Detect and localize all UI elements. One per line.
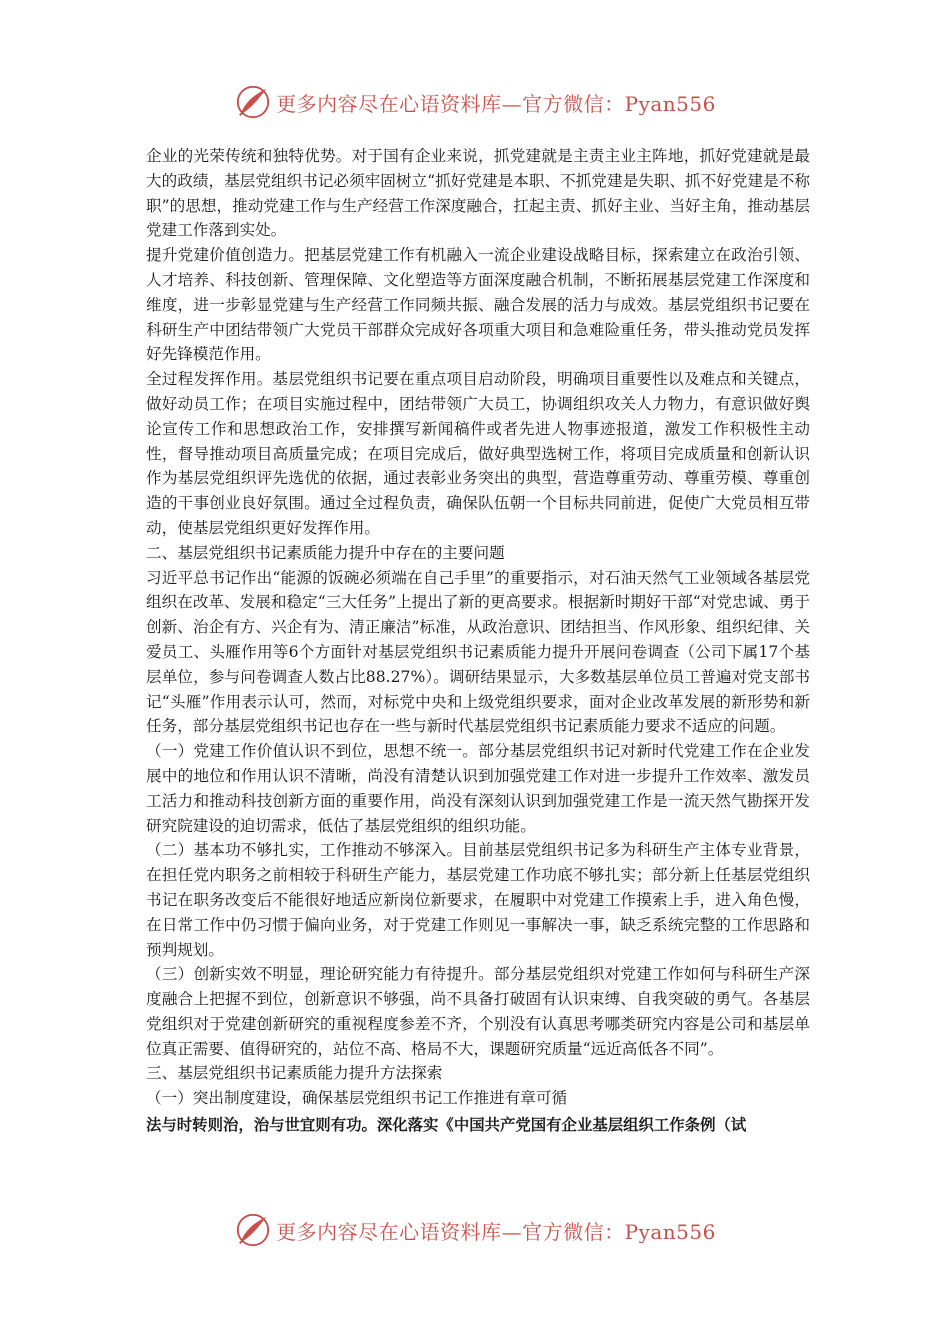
paragraph: （一）党建工作价值认识不到位，思想不统一。部分基层党组织书记对新时代党建工作在企业发展中的地位和作用认识不清晰，尚没有清楚认识到加强党建工作对进一步提升工作效率、激发员工活力和推动科技创新方面的重要作用，尚没有深刻认识到加强党建工作是一流天然气勘探开发研究院建设的迫切需求，低估了基层党组织的组织功能。 xyxy=(146,742,810,835)
bold-paragraph: 法与时转则治，治与世宜则有功。深化落实《中国共产党国有企业基层组织工作条例（试 xyxy=(146,1116,747,1135)
paragraph: （三）创新实效不明显，理论研究能力有待提升。部分基层党组织对党建工作如何与科研生产深度融合上把握不到位，创新意识不够强，尚不具备打破固有认识束缚、自我突破的勇气。各基层党组织对于党建创新研究的重视程度参差不齐，个别没有认真思考哪类研究内容是公司和基层单位真正需要、值得研究的，站位不高、格局不大，课题研究质量“远近高低各不同”。 xyxy=(146,965,810,1058)
banner-text: 更多内容尽在心语资料库—官方微信：Pyan556 xyxy=(276,91,716,116)
section-heading: 二、基层党组织书记素质能力提升中存在的主要问题 xyxy=(146,543,505,562)
footer-banner xyxy=(0,1208,950,1252)
quill-pen-logo-icon xyxy=(234,83,272,121)
paragraph: 全过程发挥作用。基层党组织书记要在重点项目启动阶段，明确项目重要性以及难点和关键点，做好动员工作；在项目实施过程中，团结带领广大员工，协调组织攻关人力物力，有意识做好舆论宣传工作和思想政治工作，安排撰写新闻稿件或者先进人物事迹报道，激发工作积极性主动性，督导推动项目高质量完成；在项目完成后，做好典型选树工作，将项目完成质量和创新认识作为基层党组织评先选优的依据，通过表彰业务突出的典型，营造尊重劳动、尊重劳模、尊重创造的干事创业良好氛围。通过全过程负责，确保队伍朝一个目标共同前进，促使广大党员相互带动，使基层党组织更好发挥作用。 xyxy=(146,370,810,537)
paragraph: （二）基本功不够扎实，工作推动不够深入。目前基层党组织书记多为科研生产主体专业背景，在担任党内职务之前相较于科研生产能力，基层党建工作功底不够扎实；部分新上任基层党组织书记在职务改变后不能很好地适应新岗位新要求，在履职中对党建工作摸索上手，进入角色慢，在日常工作中仍习惯于偏向业务，对于党建工作则见一事解决一事，缺乏系统完整的工作思路和预判规划。 xyxy=(146,841,810,959)
paragraph: 提升党建价值创造力。把基层党建工作有机融入一流企业建设战略目标，探索建立在政治引领、人才培养、科技创新、管理保障、文化塑造等方面深度融合机制，不断拓展基层党建工作深度和维度，进一步彰显党建与生产经营工作同频共振、融合发展的活力与成效。基层党组织书记要在科研生产中团结带领广大党员干部群众完成好各项重大项目和急难险重任务，带头推动党员发挥好先锋模范作用。 xyxy=(146,246,810,364)
quill-pen-logo-icon xyxy=(234,1211,272,1249)
paragraph: 企业的光荣传统和独特优势。对于国有企业来说，抓党建就是主责主业主阵地，抓好党建就是最大的政绩，基层党组织书记必须牢固树立“抓好党建是本职、不抓党建是失职、抓不好党建是不称职”的思想，推动党建工作与生产经营工作深度融合，扛起主责、抓好主业、当好主角，推动基层党建工作落到实处。 xyxy=(146,147,810,240)
header-banner xyxy=(0,80,950,124)
section-heading: 三、基层党组织书记素质能力提升方法探索 xyxy=(146,1064,443,1083)
subsection-heading: （一）突出制度建设，确保基层党组织书记工作推进有章可循 xyxy=(146,1089,568,1108)
document-body xyxy=(146,144,810,1138)
banner-text: 更多内容尽在心语资料库—官方微信：Pyan556 xyxy=(276,1219,716,1244)
paragraph: 习近平总书记作出“能源的饭碗必须端在自己手里”的重要指示，对石油天然气工业领域各基层党组织在改革、发展和稳定“三大任务”上提出了新的更高要求。根据新时期好干部“对党忠诚、勇于创新、治企有方、兴企有为、清正廉洁”标准，从政治意识、团结担当、作风形象、组织纪律、关爱员工、头雁作用等6个方面针对基层党组织书记素质能力提升开展问卷调查（公司下属17个基层单位，参与问卷调查人数占比88.27%）。调研结果显示，大多数基层单位员工普遍对党支部书记“头雁”作用表示认可，然而，对标党中央和上级党组织要求，面对企业改革发展的新形势和新任务，部分基层党组织书记也存在一些与新时代基层党组织书记素质能力要求不适应的问题。 xyxy=(146,568,810,736)
